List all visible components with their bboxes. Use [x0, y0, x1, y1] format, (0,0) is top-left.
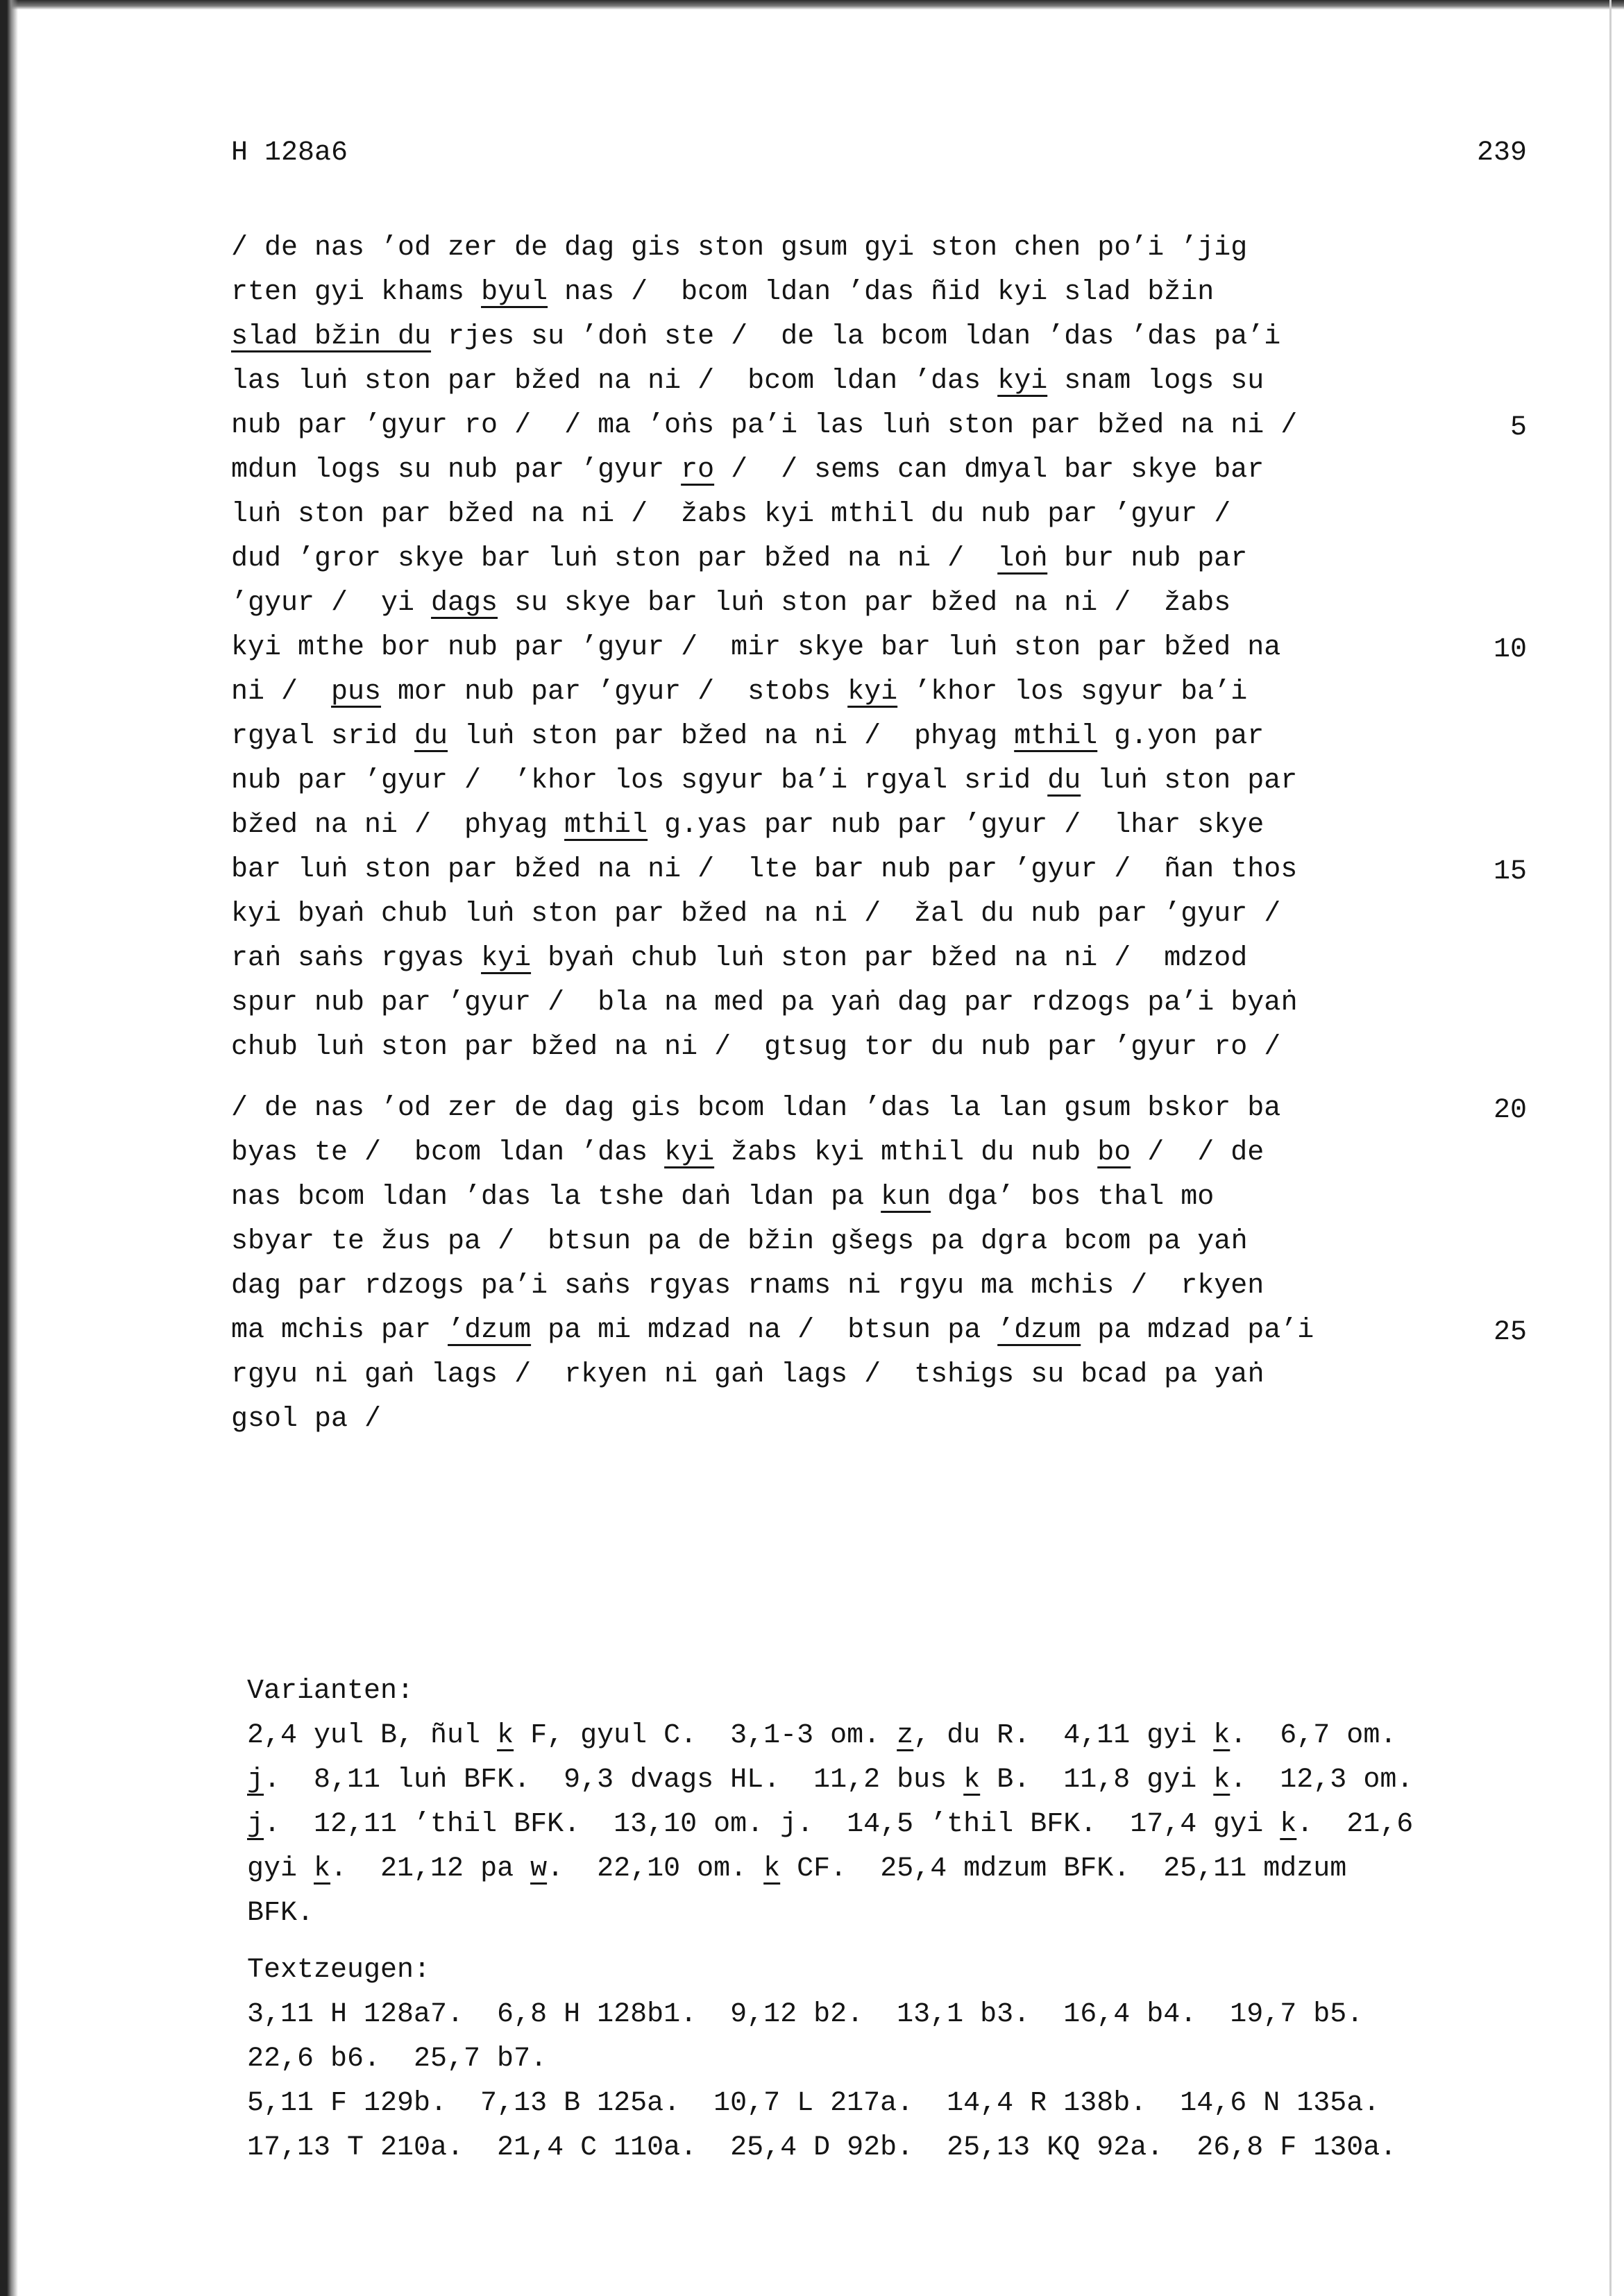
note-line	[247, 1957, 430, 1984]
text-run: gsol pa /	[231, 1404, 382, 1435]
text-run: las luṅ ston par bžed na ni / bcom ldan ’das	[231, 366, 998, 397]
text-run: 17,13 T 210a. 21,4 C 110a. 25,4 D 92b. 25,13 KQ 92a. 26,8 F 130a.	[247, 2132, 1397, 2163]
underlined-word: k	[1280, 1809, 1297, 1840]
note-line	[247, 1811, 1413, 1839]
text-run: bžed na ni / phyag	[231, 810, 565, 841]
text-run: rgyal srid	[231, 721, 415, 752]
note-line	[247, 2043, 548, 2075]
line-number: 15	[1493, 856, 1527, 887]
text-run: nas bcom ldan ’das la tshe daṅ ldan pa	[231, 1182, 881, 1213]
text-line	[231, 856, 1297, 884]
text-run: pa mdzad pa’i	[1081, 1315, 1314, 1346]
text-run: su skye bar luṅ ston par bžed na ni / žabs	[498, 588, 1231, 619]
text-run: ma mchis par	[231, 1315, 448, 1346]
text-run: / / sems can dmyal bar skye bar	[714, 454, 1264, 486]
underlined-word: ’dzum	[448, 1315, 532, 1346]
underlined-word: kyi	[997, 366, 1048, 397]
text-run: g.yas par nub par ’gyur / lhar skye	[648, 810, 1264, 841]
text-run: g.yon par	[1097, 721, 1264, 752]
text-run: byas te / bcom ldan ’das	[231, 1137, 665, 1168]
note-line	[247, 2090, 1380, 2118]
text-line	[231, 901, 1280, 928]
text-run: . 6,7 om.	[1230, 1720, 1397, 1751]
text-run: Varianten:	[247, 1676, 414, 1707]
underlined-word: k	[963, 1764, 981, 1796]
text-run: B. 11,8 gyi	[980, 1764, 1214, 1796]
text-line	[231, 454, 1264, 486]
scan-edge-right	[1609, 0, 1612, 2296]
line-number: 25	[1493, 1317, 1527, 1348]
text-run: . 12,11 ’thil BFK. 13,10 om. j. 14,5 ’thil BFK. 17,4 gyi	[264, 1809, 1280, 1840]
text-run: sbyar te žus pa / btsun pa de bžin gšegs pa dgra bcom pa yaṅ	[231, 1226, 1248, 1257]
text-run: bur nub par	[1047, 543, 1248, 575]
note-line	[247, 1722, 1396, 1750]
line-number: 5	[1509, 412, 1527, 443]
text-run: , du R. 4,11 gyi	[913, 1720, 1214, 1751]
text-run: BFK.	[247, 1898, 314, 1929]
text-run: rten gyi khams	[231, 277, 482, 308]
text-line	[231, 1184, 1214, 1211]
underlined-word: k	[314, 1853, 331, 1885]
text-run: luṅ ston par bžed na ni / žabs kyi mthil du nub par ’gyur /	[231, 499, 1231, 530]
underlined-word: dags	[431, 588, 498, 619]
text-run: luṅ ston par bžed na ni / phyag	[448, 721, 1015, 752]
text-line	[231, 1361, 1264, 1389]
underlined-word: ’dzum	[997, 1315, 1081, 1346]
text-run: gyi	[247, 1853, 314, 1885]
text-run: nub par ’gyur ro / / ma ’oṅs pa’i las luṅ ston par bžed na ni /	[231, 410, 1298, 441]
text-run: F, gyul C. 3,1-3 om.	[514, 1720, 897, 1751]
underlined-word: ro	[681, 454, 715, 486]
text-run: kyi mthe bor nub par ’gyur / mir skye bar luṅ ston par bžed na	[231, 632, 1281, 663]
text-run: ni /	[231, 677, 332, 708]
text-run: dag par rdzogs pa’i saṅs rgyas rnams ni rgyu ma mchis / rkyen	[231, 1270, 1264, 1302]
underlined-word: loṅ	[997, 543, 1048, 575]
scan-edge-top	[0, 0, 1624, 10]
underlined-word: w	[530, 1853, 548, 1885]
underlined-word: du	[1047, 765, 1081, 797]
text-run: 22,6 b6. 25,7 b7.	[247, 2043, 548, 2075]
underlined-word: kun	[881, 1182, 931, 1213]
note-line	[247, 2001, 1363, 2029]
underlined-word: k	[1213, 1720, 1230, 1751]
text-line	[231, 545, 1247, 573]
line-number: 10	[1493, 634, 1527, 665]
text-line	[231, 945, 1247, 973]
scan-edge-left	[0, 0, 18, 2296]
text-line	[231, 501, 1230, 529]
line-number: 20	[1493, 1095, 1527, 1126]
text-line	[231, 323, 1280, 351]
text-line	[231, 989, 1297, 1017]
text-run: mor nub par ’gyur / stobs	[381, 677, 848, 708]
text-line	[231, 590, 1230, 618]
text-run: Textzeugen:	[247, 1955, 431, 1986]
text-run: nas / bcom ldan ’das ñid kyi slad bžin	[548, 277, 1215, 308]
text-run: . 21,12 pa	[330, 1853, 531, 1885]
underlined-word: pus	[331, 677, 382, 708]
underlined-word: kyi	[481, 943, 532, 974]
note-line	[247, 1855, 1346, 1883]
text-run: / / de	[1131, 1137, 1264, 1168]
text-line	[231, 1317, 1314, 1345]
text-line	[231, 723, 1264, 751]
text-run: . 21,6	[1296, 1809, 1414, 1840]
text-run: / de nas ’od zer de dag gis ston gsum gyi ston chen po’i ’jig	[231, 232, 1248, 264]
text-run: snam logs su	[1047, 366, 1264, 397]
underlined-word: bo	[1097, 1137, 1131, 1168]
text-run: byaṅ chub luṅ ston par bžed na ni / mdzod	[531, 943, 1248, 974]
text-line	[231, 1034, 1280, 1062]
text-run: bar luṅ ston par bžed na ni / lte bar nub par ’gyur / ñan thos	[231, 854, 1298, 885]
underlined-word: slad bžin du	[231, 321, 432, 352]
text-run: . 8,11 luṅ BFK. 9,3 dvags HL. 11,2 bus	[264, 1764, 964, 1796]
text-run: . 12,3 om.	[1230, 1764, 1414, 1796]
text-run: / de nas ’od zer de dag gis bcom ldan ’das la lan gsum bskor ba	[231, 1093, 1281, 1124]
underlined-word: z	[897, 1720, 914, 1751]
text-run: . 22,10 om.	[547, 1853, 764, 1885]
text-run: nub par ’gyur / ’khor los sgyur ba’i rgyal srid	[231, 765, 1048, 797]
text-line	[231, 812, 1264, 840]
text-line	[231, 1139, 1264, 1167]
text-line	[231, 232, 1248, 264]
underlined-word: kyi	[664, 1137, 715, 1168]
text-run: žabs kyi mthil du nub	[714, 1137, 1098, 1168]
text-line	[231, 1095, 1280, 1123]
underlined-word: k	[763, 1853, 781, 1885]
text-run: kyi byaṅ chub luṅ ston par bžed na ni / žal du nub par ’gyur /	[231, 899, 1281, 930]
underlined-word: j	[247, 1809, 264, 1840]
text-line	[231, 368, 1264, 396]
text-line	[231, 634, 1280, 662]
text-run: pa mi mdzad na / btsun pa	[531, 1315, 998, 1346]
page-number: 239	[1476, 137, 1527, 169]
text-line	[231, 1406, 381, 1434]
note-line	[247, 1900, 314, 1928]
text-run: spur nub par ’gyur / bla na med pa yaṅ dag par rdzogs pa’i byaṅ	[231, 987, 1298, 1019]
underlined-word: mthil	[1014, 721, 1098, 752]
underlined-word: mthil	[564, 810, 648, 841]
text-run: mdun logs su nub par ’gyur	[231, 454, 682, 486]
underlined-word: k	[1213, 1764, 1230, 1796]
underlined-word: j	[247, 1764, 264, 1796]
text-line	[231, 279, 1214, 307]
text-run: 2,4 yul B, ñul	[247, 1720, 498, 1751]
text-line	[231, 412, 1297, 440]
text-run: 3,11 H 128a7. 6,8 H 128b1. 9,12 b2. 13,1 b3. 16,4 b4. 19,7 b5.	[247, 1999, 1364, 2030]
text-run: rjes su ’doṅ ste / de la bcom ldan ’das ’das pa’i	[431, 321, 1281, 352]
underlined-word: byul	[481, 277, 548, 308]
text-run: rgyu ni gaṅ lags / rkyen ni gaṅ lags / tshigs su bcad pa yaṅ	[231, 1359, 1264, 1391]
text-run: dud ’gror skye bar luṅ ston par bžed na ni /	[231, 543, 998, 575]
section-reference: H 128a6	[231, 137, 348, 169]
underlined-word: du	[414, 721, 448, 752]
text-line	[231, 679, 1247, 706]
note-line	[247, 1764, 1414, 1796]
text-run: ’khor los sgyur ba’i	[897, 677, 1248, 708]
text-run: chub luṅ ston par bžed na ni / gtsug tor du nub par ’gyur ro /	[231, 1032, 1281, 1063]
text-run: luṅ ston par	[1081, 765, 1298, 797]
text-run: dga’ bos thal mo	[931, 1182, 1215, 1213]
note-line	[247, 1678, 414, 1706]
note-line	[247, 2134, 1396, 2162]
underlined-word: kyi	[847, 677, 898, 708]
text-line	[231, 767, 1297, 795]
text-run: 5,11 F 129b. 7,13 B 125a. 10,7 L 217a. 14,4 R 138b. 14,6 N 135a.	[247, 2088, 1380, 2119]
text-line	[231, 1270, 1264, 1302]
text-line	[231, 1228, 1247, 1256]
text-run: CF. 25,4 mdzum BFK. 25,11 mdzum	[780, 1853, 1347, 1885]
text-run: raṅ saṅs rgyas	[231, 943, 482, 974]
text-run: ’gyur / yi	[231, 588, 432, 619]
underlined-word: k	[497, 1720, 514, 1751]
